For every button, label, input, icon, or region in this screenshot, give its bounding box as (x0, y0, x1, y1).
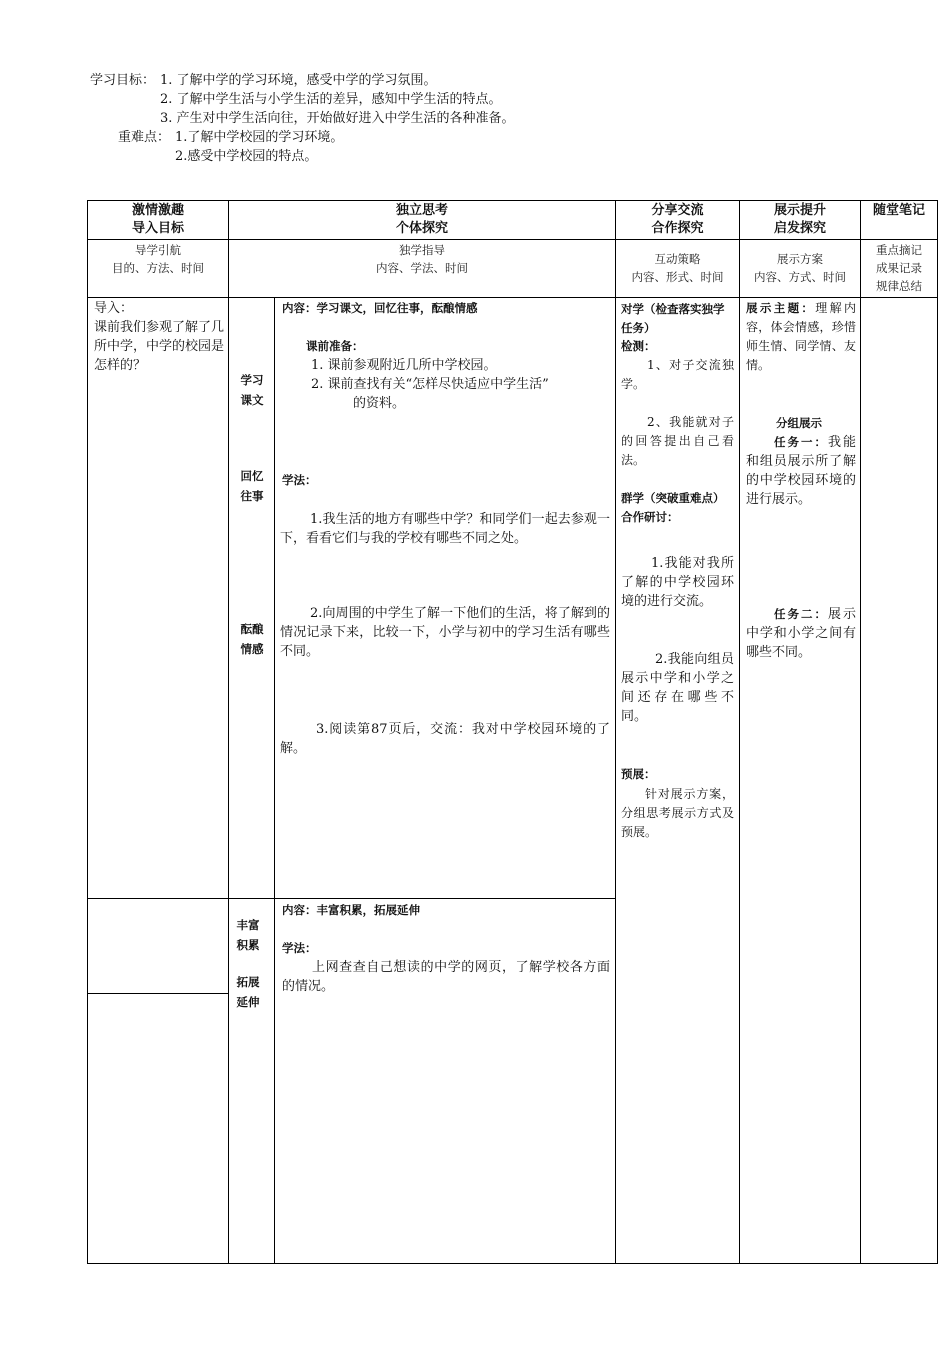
table-line (87, 993, 228, 994)
side-label-enrich-line1: 丰富 (236, 918, 260, 932)
header-col4-line1: 展示提升 (773, 203, 826, 218)
side-label-emotion-line2: 情感 (240, 642, 264, 656)
subheader-col5-line1: 重点摘记 (876, 243, 922, 257)
intro-cell (94, 299, 224, 375)
task2-text: 展示中学和小学之间有哪些不同。 (746, 607, 856, 660)
subheader-col3-line1: 互动策略 (654, 252, 701, 266)
intro-text: 课前我们参观了解了几所中学，中学的校园是怎样的？ (94, 320, 225, 373)
method-title: 学法： (282, 473, 317, 487)
table-line (228, 200, 229, 1264)
table-line (937, 200, 938, 1264)
side-label-study-line2: 课文 (240, 393, 264, 407)
pair-title-line1: 对学（检查落实独学 (621, 302, 725, 316)
subheader-col5 (861, 241, 937, 295)
theme-block (746, 299, 856, 375)
subheader-col1-line1: 导学引航 (135, 243, 181, 257)
group-title: 群学（突破重难点） (621, 491, 725, 505)
header-col3 (616, 202, 739, 238)
header-col1-line2: 导入目标 (131, 221, 184, 236)
table-line (87, 1263, 938, 1264)
header-col1-line1: 激情激趣 (131, 203, 184, 218)
subheader-col1 (88, 241, 228, 277)
preview-title: 预展： (621, 767, 656, 781)
check-item-2: 2、我能就对子的回答提出自己看法。 (621, 415, 734, 467)
table-line (739, 200, 740, 1264)
table-line (615, 200, 616, 1264)
prep-item-3: 的资料。 (353, 396, 406, 411)
group-item-2: 2.我能向组员展示中学和小学之间还存在哪些不同。 (621, 652, 734, 724)
method-item-3: 3.阅读第87页后，交流：我对中学校园环境的了解。 (280, 722, 610, 756)
pair-title (621, 300, 725, 338)
side-label-enrich (228, 915, 268, 955)
method-item-1: 1.我生活的地方有哪些中学？和同学们一起去参观一下，看看它们与我的学校有哪些不同之处。 (280, 512, 610, 546)
group-sub: 合作研讨： (621, 510, 679, 524)
pair-title-line2: 任务） (621, 321, 656, 335)
task2-title: 任务二： (774, 607, 828, 621)
table-line (87, 297, 938, 298)
theme-text: 理解内容，体会情感，珍惜师生情、同学情、友情。 (746, 301, 856, 372)
subheader-col4 (740, 250, 860, 286)
side-label-study-line1: 学习 (240, 373, 264, 387)
subheader-col1-line2: 目的、方法、时间 (112, 261, 204, 275)
theme-title: 展示主题： (746, 301, 816, 315)
subheader-col5-line3: 规律总结 (876, 279, 922, 293)
objective-2: 2. 了解中学生活与小学生活的差异，感知中学生活的特点。 (160, 92, 502, 107)
header-col3-line2: 合作探究 (651, 221, 704, 236)
header-col1 (88, 202, 228, 238)
header-col5-line1: 随堂笔记 (872, 203, 925, 218)
side-label-extend-line2: 延伸 (236, 995, 260, 1009)
preview-text: 针对展示方案，分组思考展示方式及预展。 (621, 787, 734, 839)
side-label-emotion-line1: 酝酿 (240, 622, 264, 636)
subheader-col4-line2: 内容、方式、时间 (754, 270, 846, 284)
table-line (87, 200, 88, 1264)
side-label-emotion (232, 619, 272, 659)
task1-block (746, 433, 856, 509)
task1-text: 我能和组员展示所了解的中学校园环境的进行展示。 (746, 435, 856, 507)
objective-1: 1. 了解中学的学习环境，感受中学的学习氛围。 (160, 73, 437, 88)
header-col2-line2: 个体探究 (395, 221, 448, 236)
table-line (860, 200, 861, 1264)
side-label-recall (232, 466, 272, 506)
table-line (87, 200, 938, 201)
intro-label: 导入： (94, 301, 134, 316)
subheader-col4-line1: 展示方案 (777, 252, 823, 266)
keypoint-2: 2.感受中学校园的特点。 (175, 149, 318, 164)
subheader-col3-line2: 内容、形式、时间 (631, 270, 724, 284)
side-label-extend-line1: 拓展 (236, 975, 260, 989)
check-item-1: 1、对子交流独学。 (621, 358, 734, 391)
task2-block (746, 605, 856, 662)
method2-text: 上网查查自己想读的中学的网页，了解学校各方面的情况。 (282, 960, 610, 994)
side-label-recall-line2: 往事 (240, 489, 264, 503)
table-line (87, 898, 615, 899)
table-line (87, 239, 938, 240)
subheader-col3 (616, 250, 739, 286)
objective-3: 3. 产生对中学生活向往，开始做好进入中学生活的各种准备。 (160, 111, 515, 126)
subheader-col2 (229, 241, 615, 277)
keypoint-1: 1.了解中学校园的学习环境。 (175, 130, 344, 145)
prep-title: 课前准备： (306, 339, 364, 353)
subheader-col5-line2: 成果记录 (876, 261, 922, 275)
task1-title: 任务一： (774, 435, 828, 449)
header-col4 (740, 202, 860, 238)
content2-title: 内容：丰富积累，拓展延伸 (282, 903, 420, 917)
check-title: 检测： (621, 339, 656, 353)
side-label-extend (228, 972, 268, 1012)
keypoints-label: 重难点： (118, 130, 171, 145)
header-col5 (861, 202, 937, 220)
table-line (274, 297, 275, 1264)
method2-title: 学法： (282, 941, 317, 955)
header-col2-line1: 独立思考 (395, 203, 448, 218)
prep-item-2: 2. 课前查找有关“怎样尽快适应中学生活” (311, 377, 549, 392)
method-item-2: 2.向周围的中学生了解一下他们的生活，将了解到的情况记录下来，比较一下，小学与初中的学习生活有哪些不同。 (280, 606, 610, 659)
side-label-recall-line1: 回忆 (240, 469, 264, 483)
group-item-1: 1.我能对我所了解的中学校园环境的进行交流。 (621, 556, 734, 609)
side-label-study-text (232, 370, 272, 410)
header-col3-line1: 分享交流 (651, 203, 704, 218)
content-title: 内容：学习课文，回忆往事，酝酿情感 (282, 301, 478, 315)
group-show: 分组展示 (776, 416, 822, 430)
objectives-label: 学习目标： (90, 73, 156, 88)
subheader-col2-line2: 内容、学法、时间 (376, 261, 468, 275)
header-col2 (229, 202, 615, 238)
side-label-enrich-line2: 积累 (236, 938, 260, 952)
header-col4-line2: 启发探究 (773, 221, 826, 236)
subheader-col2-line1: 独学指导 (399, 243, 445, 257)
prep-item-1: 1. 课前参观附近几所中学校园。 (311, 358, 497, 373)
